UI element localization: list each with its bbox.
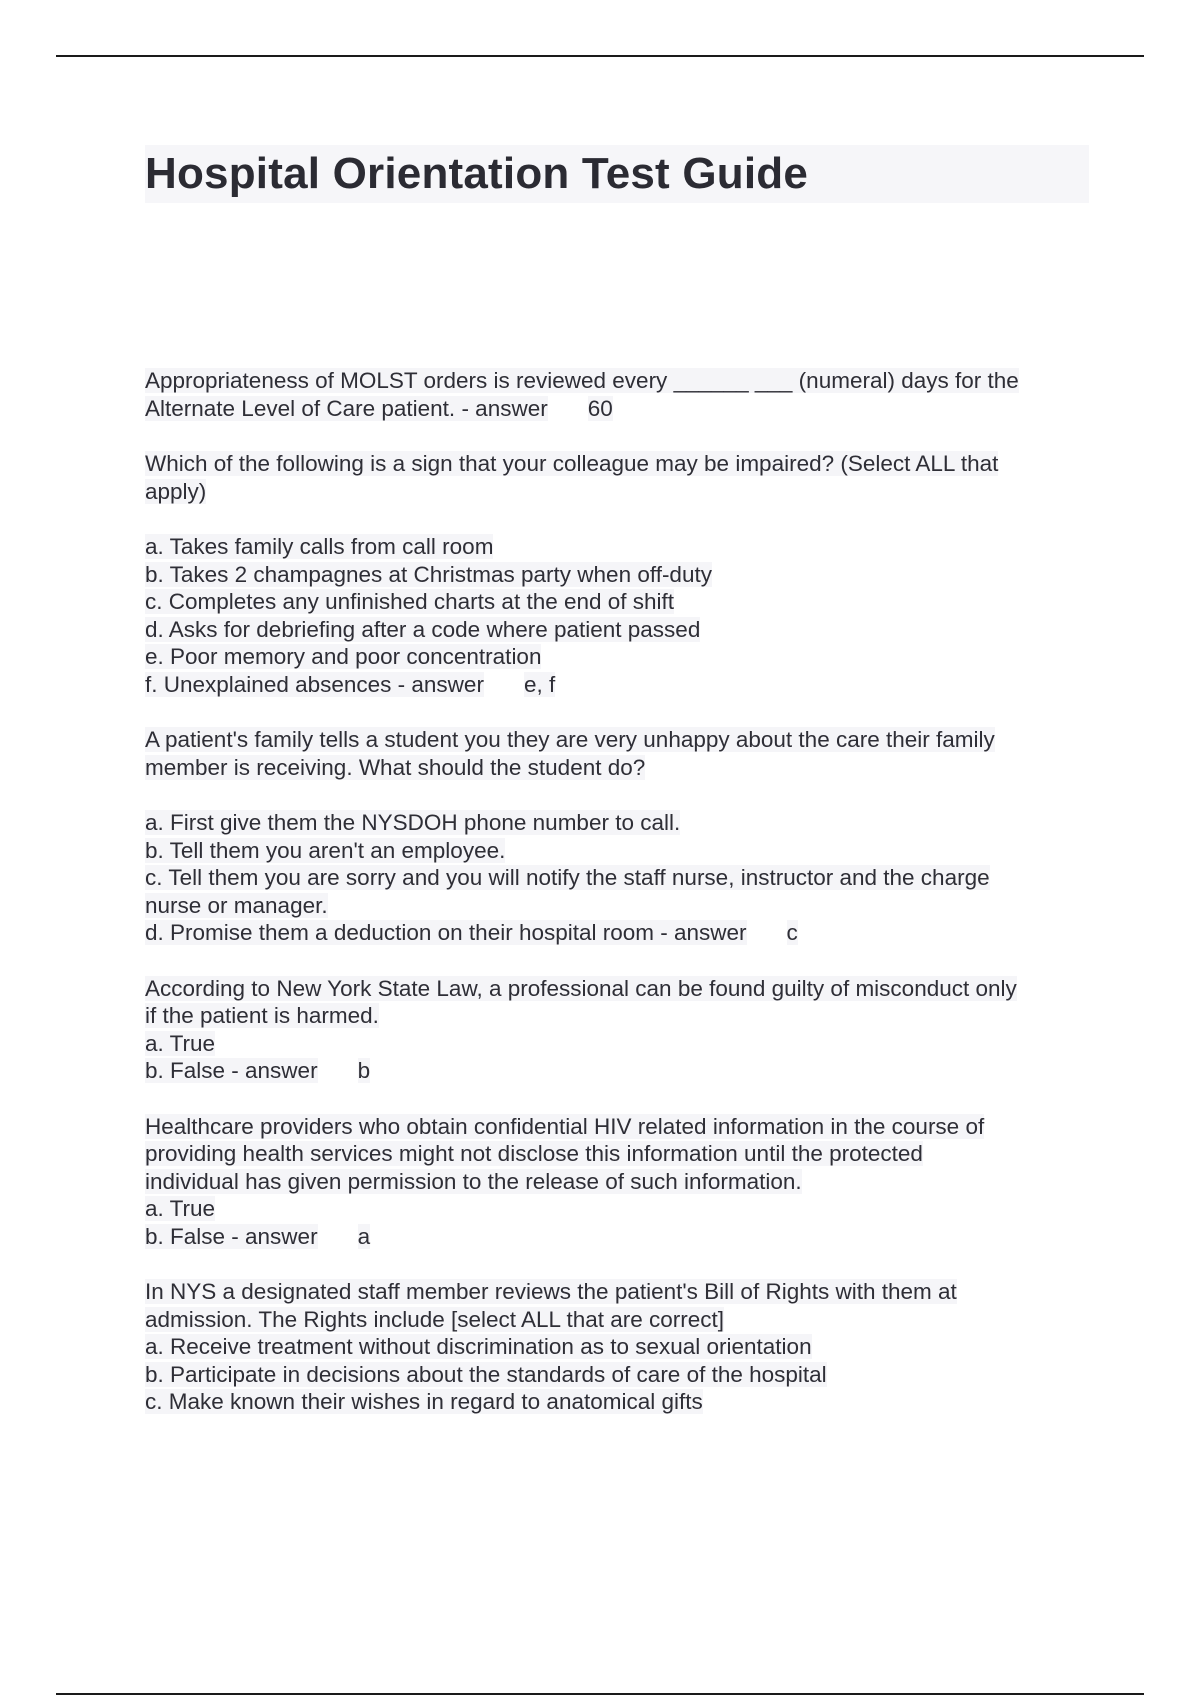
question-text: Appropriateness of MOLST orders is reviewed every ______ ___ (numeral) days for the: [145, 368, 1019, 393]
question-text: individual has given permission to the release of such information.: [145, 1168, 802, 1194]
answer-value: b: [357, 1058, 371, 1083]
option-item: e. Poor memory and poor concentration: [145, 644, 542, 669]
option-item: a. First give them the NYSDOH phone number to call.: [145, 810, 681, 835]
option-item: b. Participate in decisions about the standards of care of the hospital: [145, 1361, 827, 1387]
question-text: A patient's family tells a student you they are very unhappy about the care their family: [145, 727, 995, 752]
question-text: Alternate Level of Care patient. - answer: [145, 395, 548, 421]
question-5: [145, 1113, 1089, 1251]
question-text: providing health services might not disclose this information until the protected: [145, 1141, 923, 1166]
question-text: In NYS a designated staff member reviews the patient's Bill of Rights with them at: [145, 1279, 957, 1304]
answer-value: c: [786, 920, 798, 945]
option-item: b. Tell them you aren't an employee.: [145, 837, 506, 863]
question-text: member is receiving. What should the student do?: [145, 754, 646, 780]
option-item: c. Tell them you are sorry and you will notify the staff nurse, instructor and the charge: [145, 865, 990, 890]
title-banner: [145, 145, 1089, 203]
option-item: a. True: [145, 1030, 216, 1056]
option-item: c. Completes any unfinished charts at the end of shift: [145, 589, 675, 614]
option-item: d. Asks for debriefing after a code where patient passed: [145, 616, 701, 642]
option-item: a. Takes family calls from call room: [145, 534, 494, 559]
option-item: d. Promise them a deduction on their hospital room - answer: [145, 920, 747, 945]
question-text: According to New York State Law, a professional can be found guilty of misconduct only: [145, 975, 1017, 1001]
option-item: b. False - answer: [145, 1223, 318, 1249]
option-item: c. Make known their wishes in regard to anatomical gifts: [145, 1389, 703, 1414]
question-3: [145, 726, 1089, 781]
question-2-options: [145, 533, 1089, 698]
question-6: [145, 1278, 1089, 1416]
option-item: nurse or manager.: [145, 892, 328, 918]
option-item: a. Receive treatment without discrimination as to sexual orientation: [145, 1334, 812, 1359]
option-item: a. True: [145, 1196, 216, 1221]
document-body: [145, 367, 1089, 1444]
option-item: f. Unexplained absences - answer: [145, 671, 484, 697]
question-1: [145, 367, 1089, 422]
answer-value: e, f: [523, 671, 556, 697]
question-4: [145, 975, 1089, 1085]
answer-value: 60: [587, 395, 613, 421]
option-item: b. Takes 2 champagnes at Christmas party when off-duty: [145, 561, 712, 587]
question-2: [145, 450, 1089, 505]
option-item: b. False - answer: [145, 1058, 318, 1083]
answer-value: a: [357, 1223, 371, 1249]
question-text: admission. The Rights include [select ALL that are correct]: [145, 1306, 725, 1332]
question-text: if the patient is harmed.: [145, 1003, 379, 1028]
top-rule: [56, 55, 1144, 57]
question-3-options: [145, 809, 1089, 947]
question-text: Healthcare providers who obtain confidential HIV related information in the course of: [145, 1113, 985, 1139]
bottom-rule: [56, 1693, 1144, 1695]
question-text: apply): [145, 478, 207, 504]
document-title: Hospital Orientation Test Guide: [145, 149, 808, 198]
question-text: Which of the following is a sign that your colleague may be impaired? (Select ALL that: [145, 451, 999, 476]
